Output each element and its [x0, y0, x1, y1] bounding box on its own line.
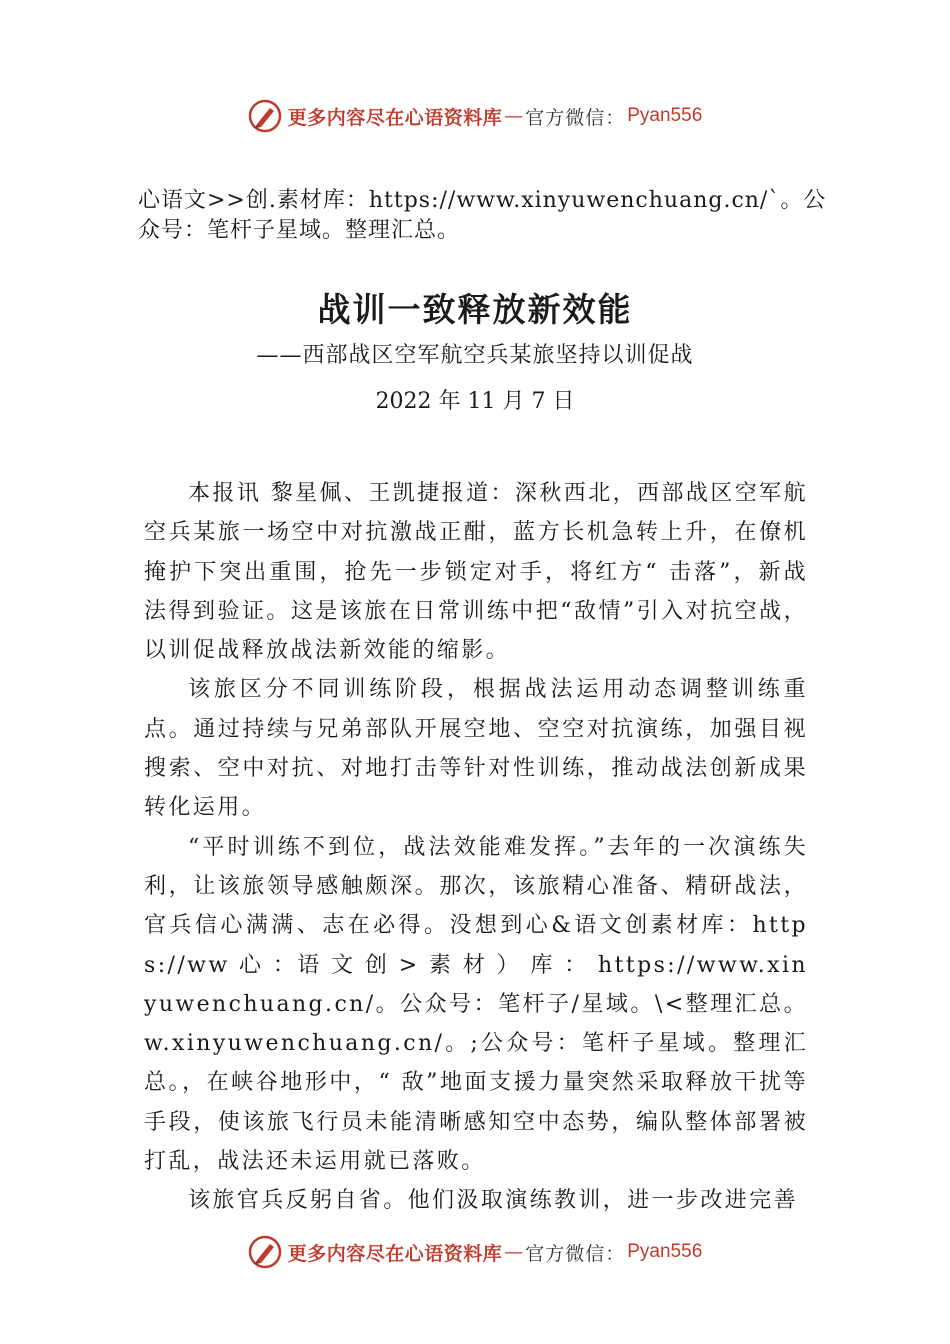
paragraph: 该旅官兵反躬自省。他们汲取演练教训，进一步改进完善 [188, 1188, 799, 1214]
source-note: 心语文>>创.素材库：https://www.xinyuwenchuang.cn/`。公众号：笔杆子星域。整理汇总。 [138, 188, 827, 243]
banner-dash: — [504, 105, 524, 127]
paragraph: 该旅区分不同训练阶段，根据战法运用动态调整训练重点。通过持续与兄弟部队开展空地、空空对抗演练，加强目视搜索、空中对抗、对地打击等针对性训练，推动战法创新成果转化运用。 [144, 677, 808, 821]
banner-main-text: 更多内容尽在心语资料库 [287, 106, 503, 129]
footer-banner [0, 1232, 950, 1272]
paragraph: 本报讯 黎星佩、王凯捷报道：深秋西北，西部战区空军航空兵某旅一场空中对抗激战正酣，蓝方长机急转上升，在僚机掩护下突出重围，抢先一步锁定对手，将红方“ 击落”，新战法得到验证。这是该旅在日常训练中把“敌情”引入对抗空战，以训促战释放战法新效能的缩影。 [144, 481, 808, 664]
pen-logo-icon [248, 99, 282, 133]
article-date: 2022 年 11 月 7 日 [375, 389, 575, 414]
pen-logo-icon [248, 1235, 282, 1269]
article-body [144, 474, 808, 1221]
banner-dash: — [504, 1241, 524, 1263]
banner-main-text: 更多内容尽在心语资料库 [287, 1242, 503, 1265]
paragraph: “平时训练不到位，战法效能难发挥。”去年的一次演练失利，让该旅领导感触颇深。那次，该旅精心准备、精研战法，官兵信心满满、志在必得。没想到心&语文创素材库：https://ww 心 ：语 文 创 > 素 材 ） 库 ： https://www.xinyuwenchuang.cn/。公众号：笔杆子/星域。\<整理汇总。w.xinyuwenchuang.cn/。;公众号：笔杆子星域。整理汇总。，在峡谷地形中，“ 敌”地面支援力量突然采取释放干扰等手段，使该旅飞行员未能清晰感知空中态势，编队整体部署被打乱，战法还未运用就已落败。 [144, 834, 808, 1175]
banner-wechat-label: 官方微信： [525, 106, 626, 129]
banner-wechat-id: Pyan556 [627, 1241, 703, 1262]
banner-wechat-label: 官方微信： [525, 1242, 626, 1265]
banner-wechat-id: Pyan556 [627, 105, 703, 126]
article-subtitle: ——西部战区空军航空兵某旅坚持以训促战 [256, 343, 694, 368]
article-title: 战训一致释放新效能 [317, 290, 633, 329]
header-banner [0, 96, 950, 136]
